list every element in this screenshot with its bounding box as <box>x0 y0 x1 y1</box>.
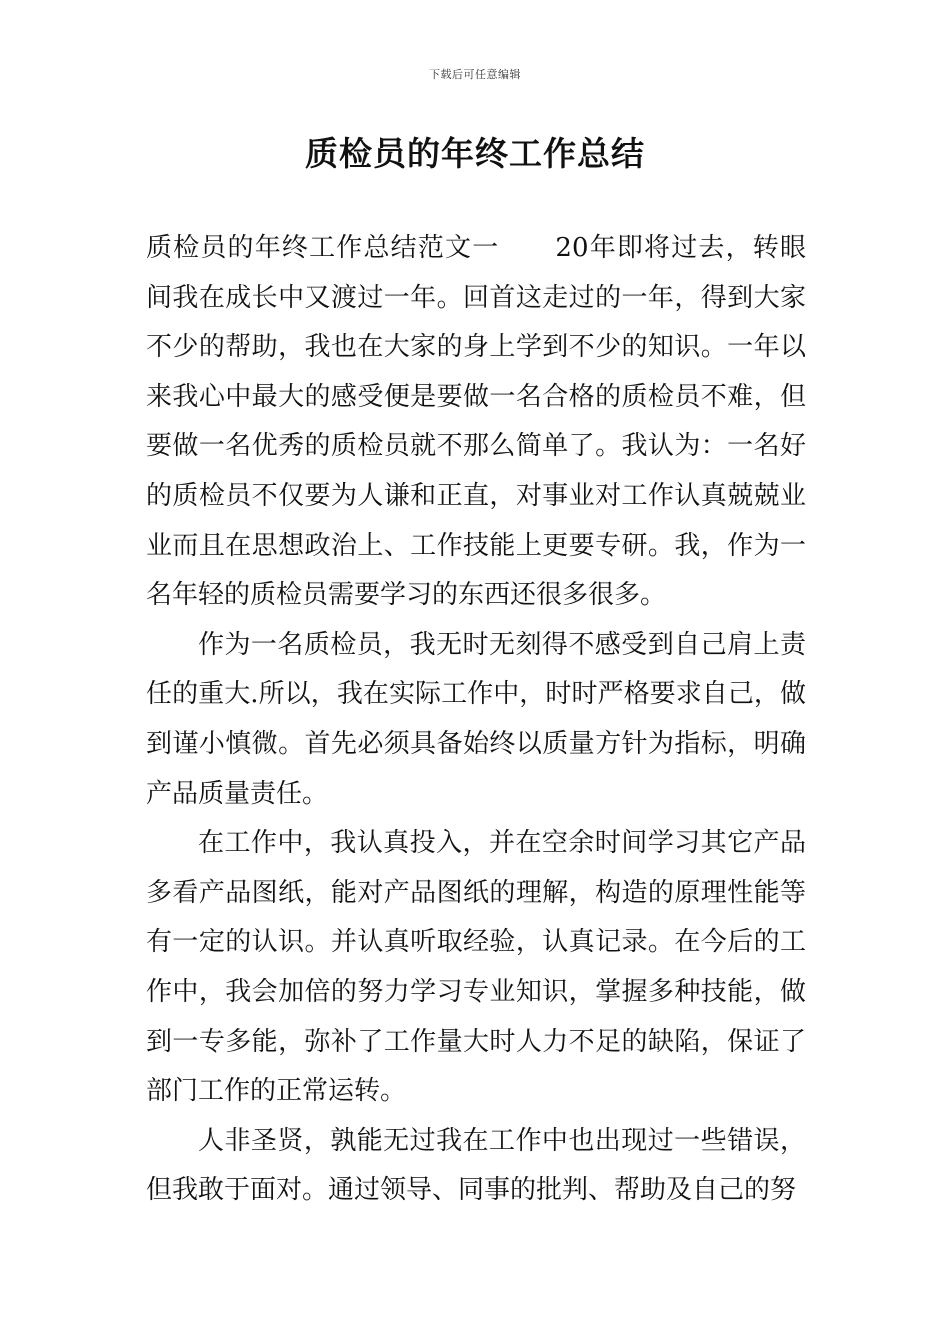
paragraph-intro <box>146 224 806 621</box>
paragraph-4: 人非圣贤，孰能无过我在工作中也出现过一些错误，但我敢于面对。通过领导、同事的批判、帮助及自己的努 <box>146 1125 806 1206</box>
document-title: 质检员的年终工作总结 <box>305 134 645 173</box>
document-body <box>146 224 806 1216</box>
header-note: 下载后可任意编辑 <box>429 68 521 81</box>
paragraph-2: 作为一名质检员，我无时无刻得不感受到自己肩上责任的重大.所以，我在实际工作中，时时严格要求自己，做到谨小慎微。首先必须具备始终以质量方针为指标，明确产品质量责任。 <box>146 629 806 809</box>
paragraph-3: 在工作中，我认真投入，并在空余时间学习其它产品多看产品图纸，能对产品图纸的理解，构造的原理性能等有一定的认识。并认真听取经验，认真记录。在今后的工作中，我会加倍的努力学习专业知识，掌握多种技能，做到一专多能，弥补了工作量大时人力不足的缺陷，保证了部门工作的正常运转。 <box>146 828 806 1107</box>
intro-text: 20年即将过去，转眼间我在成长中又渡过一年。回首这走过的一年，得到大家不少的帮助，我也在大家的身上学到不少的知识。一年以来我心中最大的感受便是要做一名合格的质检员不难，但要做一名优秀的质检员就不那么简单了。我认为：一名好的质检员不仅要为人谦和正直，对事业对工作认真兢兢业业而且在思想政治上、工作技能上更要专研。我，作为一名年轻的质检员需要学习的东西还很多很多。 <box>146 233 806 611</box>
intro-lead: 质检员的年终工作总结范文一 <box>146 233 500 263</box>
